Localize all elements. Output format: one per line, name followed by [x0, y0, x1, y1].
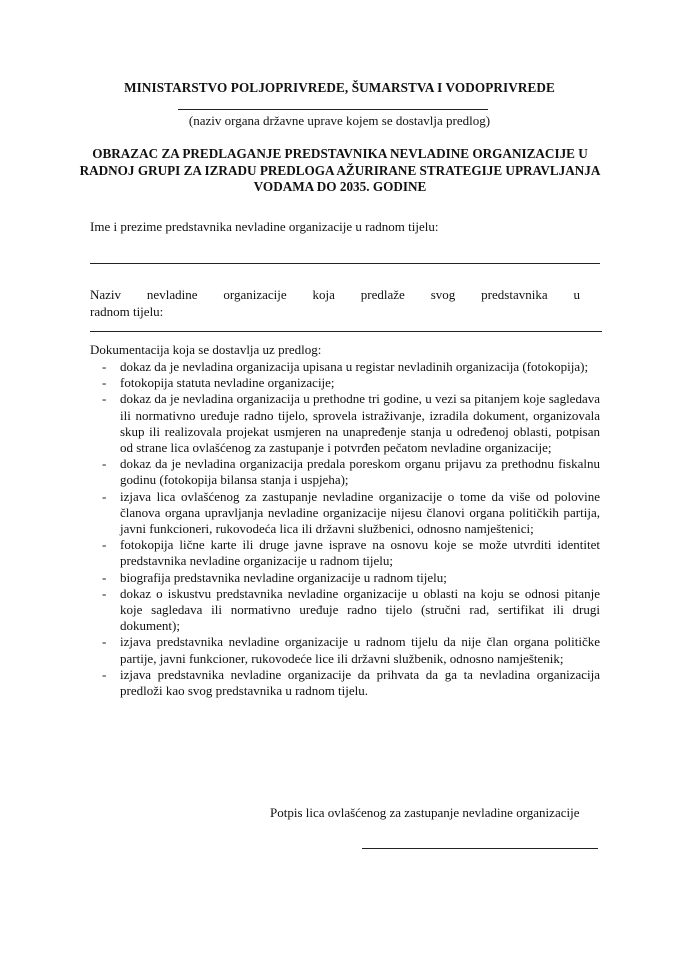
organ-name-line: [178, 109, 488, 110]
list-item: - fotokopija statuta nevladine organizacije;: [102, 375, 335, 391]
organ-name-caption: (naziv organa državne uprave kojem se dostavlja predlog): [188, 113, 491, 128]
form-title: OBRAZAC ZA PREDLAGANJE PREDSTAVNIKA NEVLADINE ORGANIZACIJE U RADNOJ GRUPI ZA IZRADU PREDLOGA AŽURIRANE STRATEGIJE UPRAVLJANJA VODAMA DO 2035. GODINE: [79, 146, 601, 194]
organization-name-label-cont: radnom tijelu:: [90, 304, 164, 319]
list-item: - izjava predstavnika nevladine organizacije u radnom tijelu da nije član organa političke partije, javni funkcioner, rukovodeće lice ili državni službenik, odnosno namještenik;: [102, 634, 600, 666]
representative-name-label: Ime i prezime predstavnika nevladine organizacije u radnom tijelu:: [90, 219, 439, 234]
list-item: - dokaz o iskustvu predstavnika nevladine organizacije u oblasti na koju se odnosi pitanje koje sagledava ili normativno uređuje radno tijelo (stručni rad, sertifikat ili drugi dokument);: [102, 585, 600, 634]
representative-name-line[interactable]: [90, 263, 600, 264]
signature-label: Potpis lica ovlašćenog za zastupanje nevladine organizacije: [270, 805, 580, 820]
documentation-title: Dokumentacija koja se dostavlja uz predlog:: [90, 342, 322, 357]
organization-name-line[interactable]: [90, 331, 602, 332]
ministry-name: MINISTARSTVO POLJOPRIVREDE, ŠUMARSTVA I VODOPRIVREDE: [124, 80, 555, 95]
list-item: - dokaz da je nevladina organizacija upisana u registar nevladinih organizacija (fotokopija);: [102, 359, 589, 374]
list-item: - fotokopija lične karte ili druge javne isprave na osnovu koje se može utvrditi identitet predstavnika nevladine organizacije u radnom tijelu;: [102, 537, 600, 569]
list-item: - izjava predstavnika nevladine organizacije da prihvata da ga ta nevladina organizacija predloži kao svog predstavnika u radnom tijelu.: [102, 666, 600, 699]
organization-name-label: Naziv nevladine organizacije koja predlaže svog predstavnika u: [90, 287, 580, 302]
documentation-list: [88, 359, 600, 699]
signature-line[interactable]: [362, 848, 598, 849]
list-item: - dokaz da je nevladina organizacija predala poreskom organu prijavu za prethodnu fiskalnu godinu (fotokopija bilansa stanja i uspjeha);: [102, 456, 600, 488]
list-item: - dokaz da je nevladina organizacija u prethodne tri godine, u vezi sa pitanjem koje sagledava ili normativno uređuje radno tijelo, sprovela istraživanje, izradila dokument, organizovala skup ili realizovala projekat usmjeren na unapređenje stanja u određenoj oblasti, potpisan od strane lica ovlašćenog za zastupanje i potvrđen pečatom nevladine organizacije;: [102, 391, 600, 456]
list-item: - biografija predstavnika nevladine organizacije u radnom tijelu;: [102, 569, 447, 585]
list-item: - izjava lica ovlašćenog za zastupanje nevladine organizacije o tome da više od polovine članova organa upravljanja nevladine organizacije nijesu članovi organa političkih partija, javni funkcioneri, rukovodeća lica ili državni službenici, odnosno namještenici;: [102, 488, 600, 537]
